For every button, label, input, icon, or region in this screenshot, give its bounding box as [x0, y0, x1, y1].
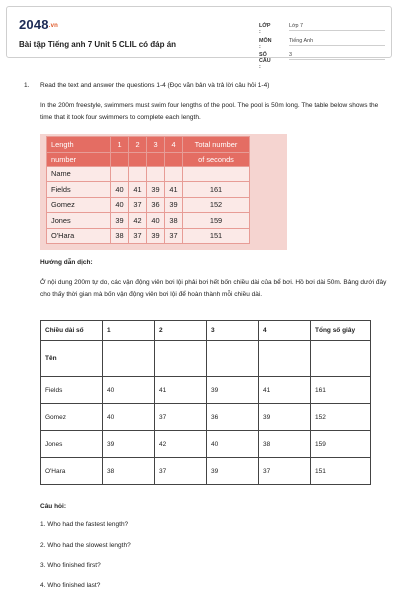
question-item: 1. Who had the fastest length? [40, 521, 129, 528]
translation-heading: Hướng dẫn dịch: [40, 259, 93, 266]
questions-heading: Câu hỏi: [40, 503, 66, 510]
table-row: O'Hara 38 37 39 37 151 [47, 228, 250, 244]
table-row: Jones 39 42 40 38 159 [47, 213, 250, 229]
table-row: Fields 40 41 39 41 161 [47, 182, 250, 198]
vietnamese-table [40, 320, 371, 485]
question-instruction: Read the text and answer the questions 1-4 (Đọc văn bản và trả lời câu hỏi 1-4) [40, 82, 270, 89]
question-item: 3. Who finished first? [40, 562, 101, 569]
table-name-row: Tên [41, 341, 371, 377]
site-logo[interactable]: 2048.vn [19, 17, 59, 32]
table-row: Gomez 40 37 36 39 152 [41, 404, 371, 431]
table-row: O'Hara 38 37 39 37 151 [41, 458, 371, 485]
table-header-row: Chiều dài số 1 2 3 4 Tổng số giây [41, 321, 371, 341]
question-item: 2. Who had the slowest length? [40, 542, 131, 549]
question-number: 1. [24, 82, 30, 89]
question-item: 4. Who finished last? [40, 582, 101, 589]
document-header: 2048.vn Bài tập Tiếng anh 7 Unit 5 CLIL có đáp án LỚP : Lớp 7 MÔN : Tiếng Anh SỐ CÂU : 3 [6, 6, 392, 58]
table-row: Jones 39 42 40 38 159 [41, 431, 371, 458]
table-row: Fields 40 41 39 41 161 [41, 377, 371, 404]
reading-passage: In the 200m freestyle, swimmers must swim four lengths of the pool. The pool is 50m long. The table below shows the time that it took four swimmers to complete each length. [40, 102, 379, 121]
translation-passage: Ở nội dung 200m tự do, các vận động viên bơi lội phải bơi hết bốn chiều dài của bể bơi. Hồ bơi dài 50m. Bảng dưới đây cho thấy thời gian mà bốn vận động viên bơi lội để hoàn thành mỗi chiều dài. [40, 279, 387, 298]
english-table: Length 1 2 3 4 Total number number of seconds Name Fields 40 41 39 41 161 Gomez 40 37 36 39 152 Jones 39 42 40 38 159 O'Hara 38 37 39 37 151 [46, 136, 250, 244]
document-title: Bài tập Tiếng anh 7 Unit 5 CLIL có đáp án [19, 40, 177, 49]
table-row: Gomez 40 37 36 39 152 [47, 197, 250, 213]
swim-times-image [40, 134, 287, 250]
